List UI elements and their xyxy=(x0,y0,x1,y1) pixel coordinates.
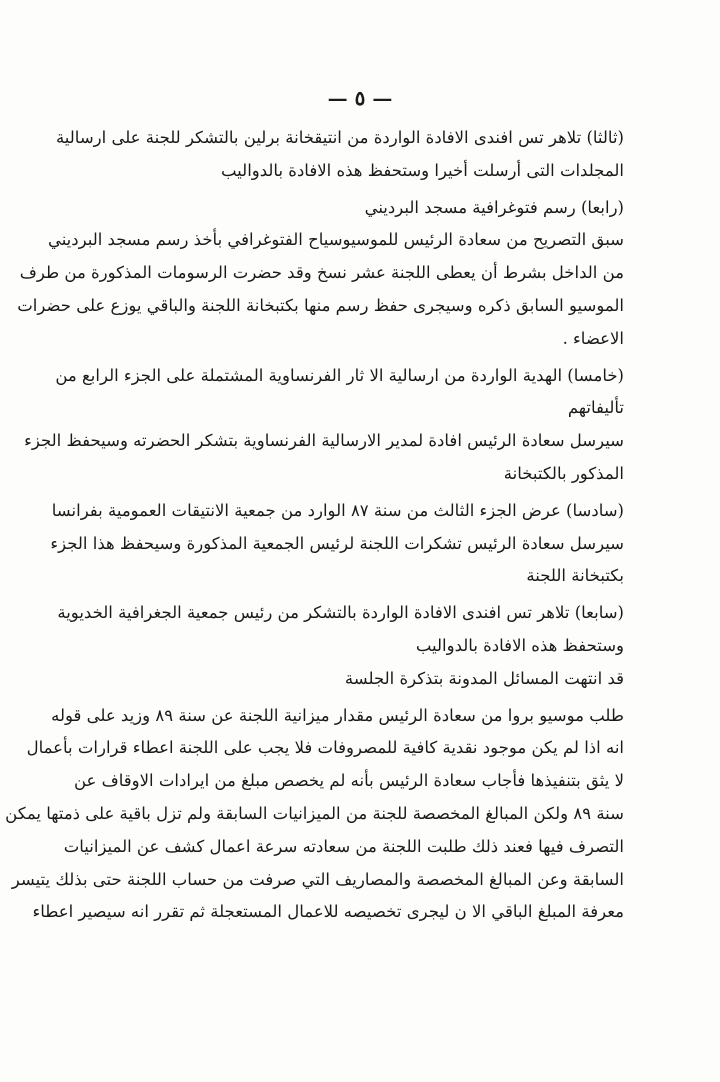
text-line: بكتبخانة اللجنة xyxy=(526,566,624,586)
section-heading: (سادسا) عرض الجزء الثالث من سنة ٨٧ الوارد من جمعية الانتيقات العمومية بفرانسا xyxy=(51,500,624,520)
text-line: طلب موسيو بروا من سعادة الرئيس مقدار ميزانية اللجنة عن سنة ٨٩ وزيد على قوله xyxy=(51,705,624,725)
text-line: (ثالثا) تلاهر تس افندى الافادة الواردة من انتيقخانة برلين بالتشكر للجنة على ارسالية xyxy=(55,128,624,147)
text-line: سيرسل سعادة الرئيس افادة لمدير الارسالية الفرنساوية بتشكر الحضرته وسيحفظ الجزء xyxy=(24,431,624,451)
text-line: لا يثق بتنفيذها فأجاب سعادة الرئيس بأنه لم يخصص مبلغ من ايرادات الاوقاف عن xyxy=(73,771,624,791)
text-line: من الداخل بشرط أن يعطى اللجنة عشر نسخ وقد حضرت الرسومات المذكورة من طرف xyxy=(19,263,624,283)
text-line: وستحفظ هذه الافادة بالدواليب xyxy=(415,635,624,655)
text-line: انه اذا لم يكن موجود نقدية كافية للمصروفات فلا يجب على اللجنة اعطاء قرارات بأعمال xyxy=(26,738,624,758)
text-line: السابقة وعن المبالغ المخصصة والمصاريف التي صرفت من حساب اللجنة حتى بذلك يتيسر xyxy=(11,869,624,889)
section-heading: (رابعا) رسم فتوغرافية مسجد البرديني xyxy=(364,197,624,217)
section-heading: (سابعا) تلاهر تس افندى الافادة الواردة بالتشكر من رئيس جمعية الجغرافية الخديوية xyxy=(57,603,624,623)
text-line: المجلدات التى أرسلت أخيرا وستحفظ هذه الافادة بالدواليب xyxy=(220,160,624,180)
text-line: معرفة المبلغ الباقي الا ن ليجرى تخصيصه للاعمال المستعجلة ثم تقرر انه سيصير اعطاء xyxy=(32,902,624,922)
section-heading: (خامسا) الهدية الواردة من ارسالية الا ثار الفرنساوية المشتملة على الجزء الرابع من xyxy=(55,365,624,385)
page-number: — ٥ — xyxy=(327,86,393,110)
document-body xyxy=(5,122,624,929)
text-line: المذكور بالكتبخانة xyxy=(503,463,624,483)
text-line: سبق التصريح من سعادة الرئيس للموسيوسياح الفتوغرافي بأخذ رسم مسجد البرديني xyxy=(47,230,624,250)
text-line: الموسيو السابق ذكره وسيجرى حفظ رسم منها بكتبخانة اللجنة والباقي يوزع على حضرات xyxy=(17,295,624,315)
text-line: تأليفاتهم xyxy=(567,398,624,418)
text-line: التصرف فيها فعند ذلك طلبت اللجنة من سعادته سرعة اعمال كشف عن الميزانيات xyxy=(63,836,624,856)
text-line: قد انتهت المسائل المدونة بتذكرة الجلسة xyxy=(344,668,624,688)
text-line: سيرسل سعادة الرئيس تشكرات اللجنة لرئيس الجمعية المذكورة وسيحفظ هذا الجزء xyxy=(50,533,624,553)
text-line: سنة ٨٩ ولكن المبالغ المخصصة للجنة من الميزانيات السابقة ولم تزل باقية على ذمتها يمكن xyxy=(5,803,624,823)
text-line: الاعضاء . xyxy=(562,328,624,348)
